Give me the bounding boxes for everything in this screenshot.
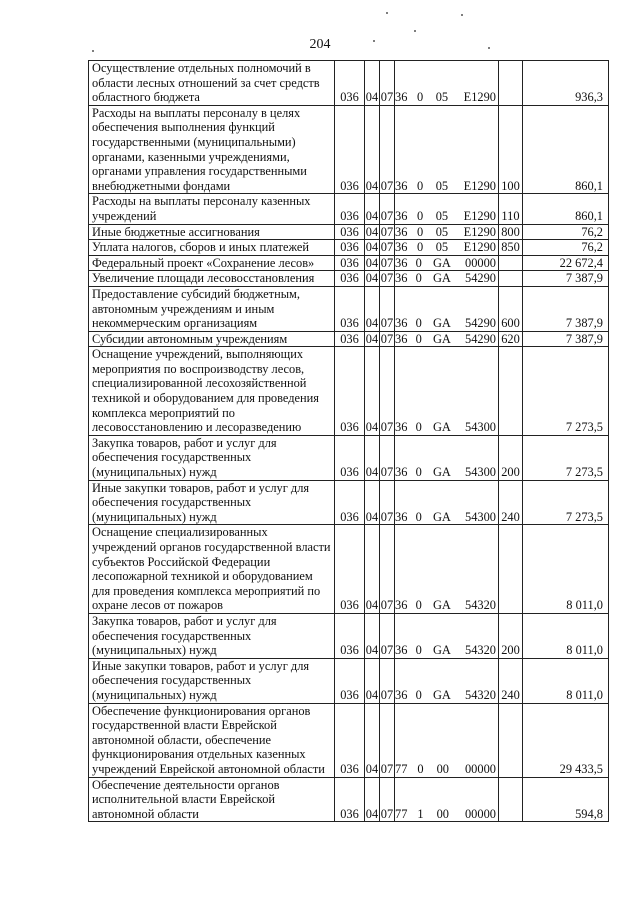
amount-cell: 860,1 <box>523 194 609 224</box>
expense-type-cell <box>499 703 523 777</box>
ministry-code-cell: 036 <box>335 613 365 658</box>
target-article-part: 0 <box>415 331 422 346</box>
expense-name-cell: Закупка товаров, работ и услуг для обеспечения государственных (муниципальных) нужд <box>89 435 335 480</box>
scan-speck <box>386 12 388 14</box>
target-article-part: 36 <box>395 420 408 435</box>
subsection-code-cell: 07 <box>380 331 394 346</box>
target-article-part: 00000 <box>464 761 496 776</box>
expense-type-cell <box>499 777 523 822</box>
subsection-code-cell: 07 <box>380 703 395 777</box>
expense-type-cell <box>499 271 523 287</box>
scan-speck <box>373 40 375 42</box>
table-row <box>89 105 609 194</box>
target-article-part: 0 <box>415 465 422 480</box>
amount-cell: 8 011,0 <box>523 525 609 614</box>
section-code-cell: 04 <box>365 286 380 331</box>
subsection-code-cell: 07 <box>380 255 394 270</box>
table-row <box>89 271 609 287</box>
target-article-cell <box>395 331 499 347</box>
table-row <box>89 240 609 256</box>
subsection-code-cell: 07 <box>380 347 395 436</box>
page-number: 204 <box>309 37 331 52</box>
target-article-part: 36 <box>395 255 408 270</box>
target-article-part: GA <box>432 255 451 270</box>
target-article-code <box>395 510 498 525</box>
target-article-part: 0 <box>416 240 424 255</box>
amount-cell: 860,1 <box>523 105 609 194</box>
section-code-cell: 04 <box>365 435 380 480</box>
amount-cell: 29 433,5 <box>523 703 609 777</box>
ministry-code-cell: 036 <box>335 240 365 256</box>
table-row <box>89 255 609 271</box>
target-article-part: 36 <box>395 509 408 524</box>
target-article-part: 54320 <box>465 643 496 658</box>
amount-cell: 7 273,5 <box>523 347 609 436</box>
subsection-code-cell: 07 <box>380 61 395 106</box>
expense-type-cell <box>499 255 523 271</box>
ministry-code-cell: 036 <box>335 331 365 347</box>
expense-type-cell <box>499 61 523 106</box>
target-article-part: 0 <box>415 271 422 286</box>
expense-name-cell: Иные бюджетные ассигнования <box>89 224 335 240</box>
section-code-cell: 04 <box>365 658 380 703</box>
amount-cell: 8 011,0 <box>523 613 609 658</box>
table-row <box>89 224 609 240</box>
target-article-part: 54300 <box>465 420 496 435</box>
target-article-part: E1290 <box>463 178 496 193</box>
section-code-cell: 04 <box>365 224 379 239</box>
target-article-part: 54300 <box>465 465 496 480</box>
section-code-cell: 04 <box>365 703 380 777</box>
amount-cell: 8 011,0 <box>523 658 609 703</box>
expense-type-cell: 240 <box>499 480 523 525</box>
amount-cell: 22 672,4 <box>523 255 609 271</box>
target-article-cell <box>395 658 499 703</box>
ministry-code-cell: 036 <box>335 658 365 703</box>
expense-type-cell <box>499 347 523 436</box>
subsection-code-cell: 07 <box>380 271 394 286</box>
expense-name-cell: Осуществление отдельных полномочий в области лесных отношений за счет средств областного бюджета <box>89 61 335 106</box>
section-code-cell: 04 <box>365 777 380 822</box>
target-article-part: 36 <box>395 643 408 658</box>
target-article-code <box>395 225 498 240</box>
target-article-cell <box>395 194 499 224</box>
table-row <box>89 658 609 703</box>
table-row <box>89 286 609 331</box>
expense-type-cell: 100 <box>499 105 523 194</box>
section-code-cell: 04 <box>365 194 380 224</box>
target-article-part: 36 <box>395 687 408 702</box>
amount-cell: 7 273,5 <box>523 480 609 525</box>
ministry-code-cell: 036 <box>335 480 365 525</box>
expense-type-cell: 240 <box>499 658 523 703</box>
target-article-part: GA <box>432 687 451 702</box>
table-row <box>89 777 609 822</box>
target-article-part: 54320 <box>465 598 496 613</box>
expense-name-cell: Федеральный проект «Сохранение лесов» <box>89 255 335 271</box>
amount-cell: 594,8 <box>523 777 609 822</box>
amount-cell: 7 387,9 <box>523 286 609 331</box>
scan-speck <box>414 30 416 32</box>
target-article-part: GA <box>432 271 451 286</box>
target-article-cell <box>395 286 499 331</box>
budget-table <box>88 60 609 822</box>
target-article-code <box>395 316 498 331</box>
expense-name-cell: Закупка товаров, работ и услуг для обеспечения государственных (муниципальных) нужд <box>89 613 335 658</box>
target-article-part: 0 <box>415 255 422 270</box>
amount-cell: 936,3 <box>523 61 609 106</box>
target-article-part: 00000 <box>465 255 496 270</box>
amount-cell: 7 387,9 <box>523 271 609 287</box>
target-article-part: GA <box>432 465 451 480</box>
subsection-code-cell: 07 <box>380 240 394 255</box>
target-article-code <box>395 762 498 777</box>
target-article-part: 0 <box>417 761 424 776</box>
section-code-cell: 04 <box>365 105 380 194</box>
target-article-part: 05 <box>435 240 449 255</box>
target-article-part: GA <box>432 420 451 435</box>
expense-name-cell: Обеспечение функционирования органов государственной власти Еврейской автономной области, обеспечение функционирования отдельных казенных учреждений Еврейской автономной области <box>89 703 335 777</box>
section-code-cell: 04 <box>365 525 380 614</box>
target-article-part: 05 <box>435 224 449 239</box>
section-code-cell: 04 <box>365 255 379 270</box>
expense-name-cell: Уплата налогов, сборов и иных платежей <box>89 240 335 256</box>
target-article-cell <box>395 703 499 777</box>
ministry-code-cell: 036 <box>335 271 365 287</box>
subsection-code-cell: 07 <box>380 435 395 480</box>
expense-name-cell: Предоставление субсидий бюджетным, автономным учреждениям и иным некоммерческим организациям <box>89 286 335 331</box>
table-row <box>89 480 609 525</box>
target-article-part: E1290 <box>463 90 496 105</box>
target-article-code <box>395 179 498 194</box>
target-article-part: GA <box>432 331 451 346</box>
expense-type-cell: 800 <box>499 224 523 240</box>
ministry-code-cell: 036 <box>335 286 365 331</box>
scan-speck <box>461 14 463 16</box>
target-article-part: 77 <box>395 761 408 776</box>
target-article-part: 36 <box>395 90 408 105</box>
subsection-code-cell: 07 <box>380 613 395 658</box>
target-article-part: 77 <box>395 806 408 821</box>
target-article-part: 36 <box>395 331 408 346</box>
target-article-cell <box>395 271 499 287</box>
expense-type-cell: 200 <box>499 435 523 480</box>
target-article-part: GA <box>432 509 451 524</box>
target-article-part: 0 <box>415 598 422 613</box>
expense-name-cell: Субсидии автономным учреждениям <box>89 331 335 347</box>
target-article-code <box>395 90 498 105</box>
target-article-cell <box>395 347 499 436</box>
expense-name-cell: Увеличение площади лесовосстановления <box>89 271 335 287</box>
target-article-part: 05 <box>435 208 449 223</box>
target-article-part: 0 <box>415 420 422 435</box>
subsection-code-cell: 07 <box>380 480 395 525</box>
section-code-cell: 04 <box>365 613 380 658</box>
target-article-part: GA <box>432 316 451 331</box>
target-article-cell <box>395 435 499 480</box>
section-code-cell: 04 <box>365 61 380 106</box>
table-row <box>89 194 609 224</box>
table-row <box>89 613 609 658</box>
subsection-code-cell: 07 <box>380 777 395 822</box>
ministry-code-cell: 036 <box>335 61 365 106</box>
ministry-code-cell: 036 <box>335 105 365 194</box>
table-row <box>89 347 609 436</box>
ministry-code-cell: 036 <box>335 255 365 271</box>
target-article-code <box>395 256 498 271</box>
subsection-code-cell: 07 <box>380 194 395 224</box>
target-article-cell <box>395 777 499 822</box>
amount-cell: 7 387,9 <box>523 331 609 347</box>
ministry-code-cell: 036 <box>335 777 365 822</box>
ministry-code-cell: 036 <box>335 525 365 614</box>
target-article-part: 0 <box>416 224 424 239</box>
expense-name-cell: Расходы на выплаты персоналу в целях обеспечения выполнения функций государственными (муниципальными) органами, казенными учреждениями, органами управления государственными внебюджетными фондами <box>89 105 335 194</box>
expense-type-cell: 850 <box>499 240 523 256</box>
target-article-part: E1290 <box>463 224 496 239</box>
section-code-cell: 04 <box>365 240 379 255</box>
section-code-cell: 04 <box>365 271 379 286</box>
expense-type-cell: 600 <box>499 286 523 331</box>
subsection-code-cell: 07 <box>380 658 395 703</box>
target-article-code <box>395 465 498 480</box>
target-article-part: 54290 <box>465 331 496 346</box>
ministry-code-cell: 036 <box>335 703 365 777</box>
target-article-part: 1 <box>417 806 424 821</box>
expense-name-cell: Расходы на выплаты персоналу казенных учреждений <box>89 194 335 224</box>
target-article-part: E1290 <box>463 208 496 223</box>
target-article-part: 00 <box>436 761 449 776</box>
target-article-part: 0 <box>416 208 424 223</box>
target-article-cell <box>395 613 499 658</box>
target-article-cell <box>395 240 499 256</box>
expense-name-cell: Оснащение специализированных учреждений органов государственной власти субъектов Российской Федерации лесопожарной техникой и оборудованием для проведения комплекса мероприятий по охране лесов от пожаров <box>89 525 335 614</box>
ministry-code-cell: 036 <box>335 224 365 240</box>
target-article-part: 36 <box>395 271 408 286</box>
target-article-code <box>395 643 498 658</box>
target-article-part: 36 <box>395 224 408 239</box>
section-code-cell: 04 <box>365 331 379 346</box>
target-article-cell <box>395 105 499 194</box>
section-code-cell: 04 <box>365 347 380 436</box>
ministry-code-cell: 036 <box>335 347 365 436</box>
target-article-code <box>395 598 498 613</box>
target-article-part: 54320 <box>465 687 496 702</box>
target-article-part: 54300 <box>465 509 496 524</box>
scan-speck <box>488 47 490 49</box>
target-article-part: 0 <box>415 316 422 331</box>
table-row <box>89 525 609 614</box>
target-article-cell <box>395 255 499 271</box>
section-code-cell: 04 <box>365 480 380 525</box>
target-article-part: 36 <box>395 316 408 331</box>
expense-type-cell <box>499 525 523 614</box>
target-article-code <box>395 209 498 224</box>
target-article-part: 36 <box>395 598 408 613</box>
target-article-code <box>395 271 498 286</box>
target-article-cell <box>395 61 499 106</box>
target-article-part: 05 <box>435 90 449 105</box>
target-article-part: 36 <box>395 208 408 223</box>
target-article-part: 00000 <box>464 806 496 821</box>
subsection-code-cell: 07 <box>380 224 394 239</box>
expense-name-cell: Иные закупки товаров, работ и услуг для обеспечения государственных (муниципальных) нужд <box>89 480 335 525</box>
expense-name-cell: Иные закупки товаров, работ и услуг для обеспечения государственных (муниципальных) нужд <box>89 658 335 703</box>
expense-type-cell: 200 <box>499 613 523 658</box>
target-article-cell <box>395 224 499 240</box>
amount-cell: 7 273,5 <box>523 435 609 480</box>
target-article-part: 54290 <box>465 316 496 331</box>
target-article-part: 0 <box>416 90 424 105</box>
target-article-part: E1290 <box>463 240 496 255</box>
subsection-code-cell: 07 <box>380 525 395 614</box>
target-article-part: 0 <box>415 643 422 658</box>
target-article-part: 00 <box>436 806 449 821</box>
target-article-part: 36 <box>395 465 408 480</box>
amount-cell: 76,2 <box>523 240 609 256</box>
expense-type-cell: 620 <box>499 331 523 347</box>
target-article-cell <box>395 525 499 614</box>
target-article-code <box>395 240 498 255</box>
target-article-part: GA <box>432 643 451 658</box>
ministry-code-cell: 036 <box>335 194 365 224</box>
table-row <box>89 435 609 480</box>
target-article-part: GA <box>432 598 451 613</box>
ministry-code-cell: 036 <box>335 435 365 480</box>
expense-name-cell: Оснащение учреждений, выполняющих мероприятия по воспроизводству лесов, специализированной лесохозяйственной техникой и оборудованием для проведения комплекса мероприятий по лесовосстановлению и лесоразведению <box>89 347 335 436</box>
target-article-part: 0 <box>416 178 424 193</box>
expense-name-cell: Обеспечение деятельности органов исполнительной власти Еврейской автономной области <box>89 777 335 822</box>
target-article-cell <box>395 480 499 525</box>
table-row <box>89 703 609 777</box>
expense-type-cell: 110 <box>499 194 523 224</box>
target-article-code <box>395 332 498 347</box>
scan-speck <box>92 50 94 52</box>
target-article-part: 54290 <box>465 271 496 286</box>
table-row <box>89 61 609 106</box>
target-article-part: 0 <box>415 687 422 702</box>
target-article-code <box>395 420 498 435</box>
subsection-code-cell: 07 <box>380 105 395 194</box>
target-article-part: 36 <box>395 178 408 193</box>
target-article-code <box>395 807 498 822</box>
target-article-part: 36 <box>395 240 408 255</box>
table-row <box>89 331 609 347</box>
target-article-code <box>395 688 498 703</box>
subsection-code-cell: 07 <box>380 286 395 331</box>
amount-cell: 76,2 <box>523 224 609 240</box>
target-article-part: 05 <box>435 178 449 193</box>
target-article-part: 0 <box>415 509 422 524</box>
